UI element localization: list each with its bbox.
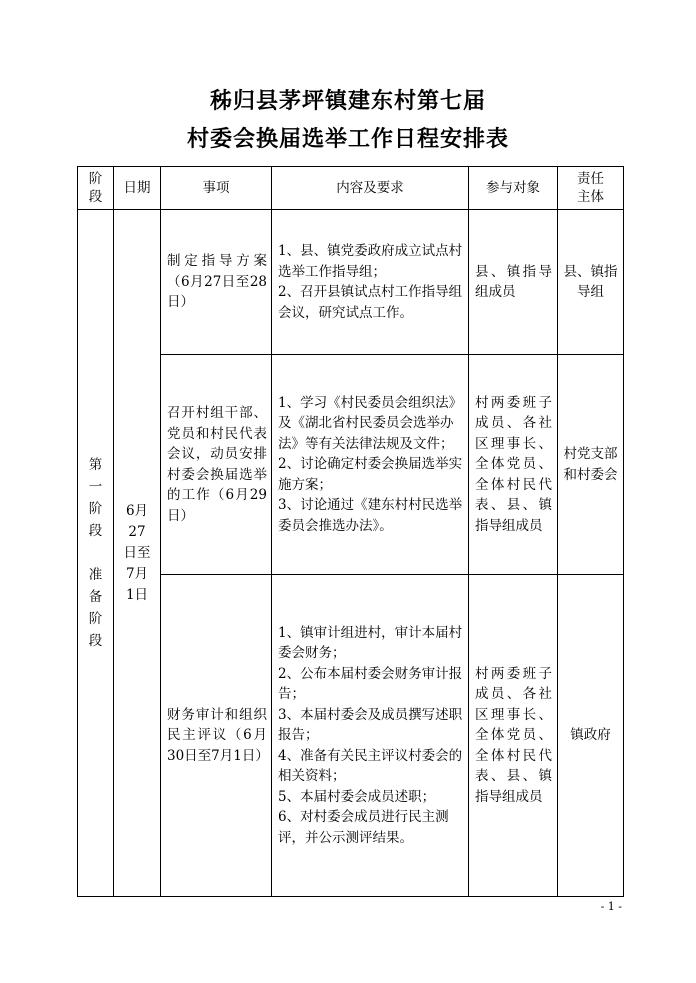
content-line: 1、县、镇党委政府成立试点村选举工作指导组； bbox=[278, 243, 463, 280]
content-line: 2、公布本届村委会财务审计报告； bbox=[278, 665, 463, 703]
date-cell: 6月27日至7月1日 bbox=[114, 210, 161, 897]
content-line: 3、本届村委会及成员撰写述职报告； bbox=[278, 706, 463, 744]
participants-cell: 村两委班子成员、各社区理事长、全体党员、全体村民代表、县、镇指导组成员 bbox=[469, 355, 558, 575]
responsible-cell: 县、镇指导组 bbox=[558, 210, 624, 355]
item-cell: 制定指导方案（6月27日至28日） bbox=[161, 210, 272, 355]
participants-cell: 县、镇指导组成员 bbox=[469, 210, 558, 355]
header-item: 事项 bbox=[161, 167, 272, 210]
header-date: 日期 bbox=[114, 167, 161, 210]
header-responsible: 责任主体 bbox=[558, 167, 624, 210]
stage-label-secondary: 准备阶段 bbox=[88, 567, 103, 649]
content-line: 6、对村委会成员进行民主测评，并公示测评结果。 bbox=[278, 809, 449, 846]
header-stage: 阶段 bbox=[78, 167, 114, 210]
content-line: 5、本届村委会成员述职； bbox=[278, 788, 436, 805]
table-header-row bbox=[78, 167, 624, 210]
item-cell: 召开村组干部、党员和村民代表会议，动员安排村委会换届选举的工作（6月29日） bbox=[161, 355, 272, 575]
document-title-line2: 村委会换届选举工作日程安排表 bbox=[186, 127, 509, 152]
content-cell bbox=[272, 210, 469, 355]
content-line: 1、学习《村民委员会组织法》及《湖北省村民委员会选举办法》等有关法律法规及文件； bbox=[278, 394, 463, 452]
header-content: 内容及要求 bbox=[272, 167, 469, 210]
content-cell bbox=[272, 575, 469, 897]
content-line: 4、准备有关民主评议村委会的相关资料； bbox=[278, 747, 463, 785]
responsible-cell: 镇政府 bbox=[558, 575, 624, 897]
stage-label-primary: 第一阶段 bbox=[88, 457, 103, 539]
content-line: 2、讨论确定村委会换届选举实施方案； bbox=[278, 456, 463, 493]
document-title-line1: 秭归县茅坪镇建东村第七届 bbox=[209, 89, 486, 114]
header-participants: 参与对象 bbox=[469, 167, 558, 210]
participants-cell: 村两委班子成员、各社区理事长、全体党员、全体村民代表、县、镇指导组成员 bbox=[469, 575, 558, 897]
item-cell: 财务审计和组织民主评议（6月30日至7月1日） bbox=[161, 575, 272, 897]
content-cell bbox=[272, 355, 469, 575]
content-line: 3、讨论通过《建东村村民选举委员会推选办法》。 bbox=[278, 497, 463, 534]
schedule-table bbox=[77, 166, 624, 897]
table-row bbox=[78, 210, 624, 355]
content-line: 2、召开县镇试点村工作指导组会议，研究试点工作。 bbox=[278, 284, 463, 321]
responsible-cell: 村党支部和村委会 bbox=[558, 355, 624, 575]
stage-cell bbox=[78, 210, 114, 897]
content-line: 1、镇审计组进村，审计本届村委会财务； bbox=[278, 624, 463, 662]
page-number: - 1 - bbox=[600, 900, 622, 913]
